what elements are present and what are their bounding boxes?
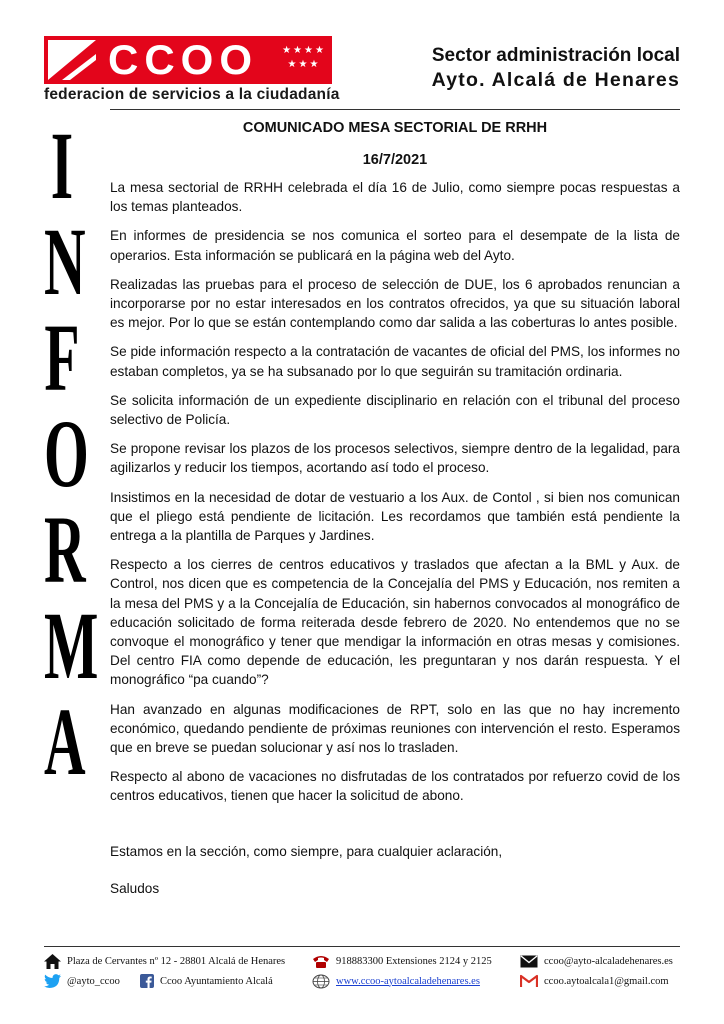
facebook-page: Ccoo Ayuntamiento Alcalá <box>160 975 273 987</box>
side-letter: N <box>44 208 86 315</box>
envelope-icon <box>520 955 538 968</box>
logo-emblem-icon <box>48 40 96 80</box>
side-letter: M <box>44 592 99 699</box>
side-letter: O <box>44 400 89 507</box>
side-letter: F <box>44 304 80 411</box>
document-body <box>110 118 680 908</box>
twitter-icon <box>44 974 61 988</box>
twitter-handle: @ayto_ccoo <box>67 975 120 987</box>
home-icon <box>44 954 61 969</box>
side-letter: A <box>44 688 86 795</box>
gmail-text: ccoo.aytoalcala1@gmail.com <box>544 975 669 987</box>
footer-phone <box>312 952 492 970</box>
facebook-icon <box>140 974 154 988</box>
footer-twitter[interactable] <box>44 972 120 990</box>
side-word-informa <box>32 112 99 795</box>
phone-text: 918883300 Extensiones 2124 y 2125 <box>336 955 492 967</box>
logo-red-bar <box>44 36 332 84</box>
logo-wordmark: CCOO <box>108 36 258 83</box>
closing-line: Estamos en la sección, como siempre, para cualquier aclaración, <box>110 843 503 859</box>
footer-row <box>44 972 680 990</box>
footer-website[interactable] <box>312 972 480 990</box>
side-letter: R <box>44 496 86 603</box>
side-letter: I <box>50 112 74 219</box>
email-text: ccoo@ayto-alcaladehenares.es <box>544 955 673 967</box>
signoff: Saludos <box>110 880 160 896</box>
stars-icon: ★★★★ ★★★ <box>282 45 326 70</box>
globe-icon <box>312 974 330 989</box>
footer-facebook[interactable] <box>140 972 273 990</box>
address-text: Plaza de Cervantes nº 12 - 28801 Alcalá de Henares <box>67 955 286 967</box>
paragraph: La mesa sectorial de RRHH celebrada el día 16 de Julio, como siempre pocas respuestas a los temas planteados. <box>110 180 680 215</box>
header-organization <box>432 44 680 92</box>
paragraph: Se solicita información de un expediente disciplinario en relación con el tribunal del proceso selectivo de Policía. <box>110 392 680 428</box>
paragraph: Se propone revisar los plazos de los procesos selectivos, siempre dentro de la legalidad, para agilizarlos y reducir los tiempos, acortando así todo el proceso. <box>110 441 680 476</box>
paragraph: En informes de presidencia se nos comunica el sorteo para el desempate de la lista de operarios. Esta información se publicará en la página web del Ayto. <box>110 228 680 263</box>
ccoo-logo <box>44 36 340 106</box>
footer-row <box>44 952 680 970</box>
footer-divider <box>44 946 680 947</box>
document-title: COMUNICADO MESA SECTORIAL DE RRHH <box>242 120 548 136</box>
logo-tagline: federacion de servicios a la ciudadanía <box>44 86 340 103</box>
document-date: 16/7/2021 <box>362 152 428 168</box>
footer-gmail[interactable] <box>520 972 669 990</box>
gmail-icon <box>520 974 538 988</box>
phone-icon <box>312 954 330 969</box>
footer <box>44 952 680 992</box>
header-sector: Sector administración local <box>431 45 680 66</box>
website-link[interactable]: www.ccoo-aytoalcaladehenares.es <box>336 975 480 987</box>
paragraph: Respecto al abono de vacaciones no disfrutadas de los contratados por refuerzo covid de los centros educativos, tienen que hacer la solicitud de abono. <box>110 769 680 804</box>
footer-email[interactable] <box>520 952 673 970</box>
header-ayto: Ayto. Alcalá de Henares <box>431 69 680 91</box>
header-divider <box>110 109 680 110</box>
paragraph: Respecto a los cierres de centros educativos y traslados que afectan a la BML y Aux. de Control, nos dicen que es competencia de la Concejalía del PMS y Educación, nos remiten a la mesa del PMS y a la Concejalía de Educación, sin habernos convocados al monográfico de educación solicitado de forma reiterada desde febrero de 2020. No entendemos que no se convoque el monográfico y tener que mendigar la información en otras mesas y comisiones. Del centro FIA como depende de educación, les preguntaran y nos darán respuesta. Y el monográfico “pa cuando”? <box>110 557 680 688</box>
paragraph: Se pide información respecto a la contratación de vacantes de oficial del PMS, los informes no estaban completos, ya se ha subsanado por lo que seguirán su tramitación ordinaria. <box>110 344 680 379</box>
paragraph: Insistimos en la necesidad de dotar de vestuario a los Aux. de Contol , si bien nos comunican que el pliego está pendiente de licitación. Les recordamos que también está pendiente la entrega a la plantilla de Parques y Jardines. <box>110 489 680 544</box>
paragraph: Realizadas las pruebas para el proceso de selección de DUE, los 6 aprobados renuncian a incorporarse por no estar interesados en los contratos ofrecidos, ya que su situación laboral es mejor. Por lo que se están contemplando como dar salida a las coberturas lo antes posible. <box>110 276 680 331</box>
paragraph: Han avanzado en algunas modificaciones de RPT, solo en las que no hay incremento económico, quedando pendiente de próximas reuniones con intervención el resto. Esperamos que en breve se puedan solucionar y así nos lo trasladen. <box>110 701 680 756</box>
footer-address <box>44 952 285 970</box>
